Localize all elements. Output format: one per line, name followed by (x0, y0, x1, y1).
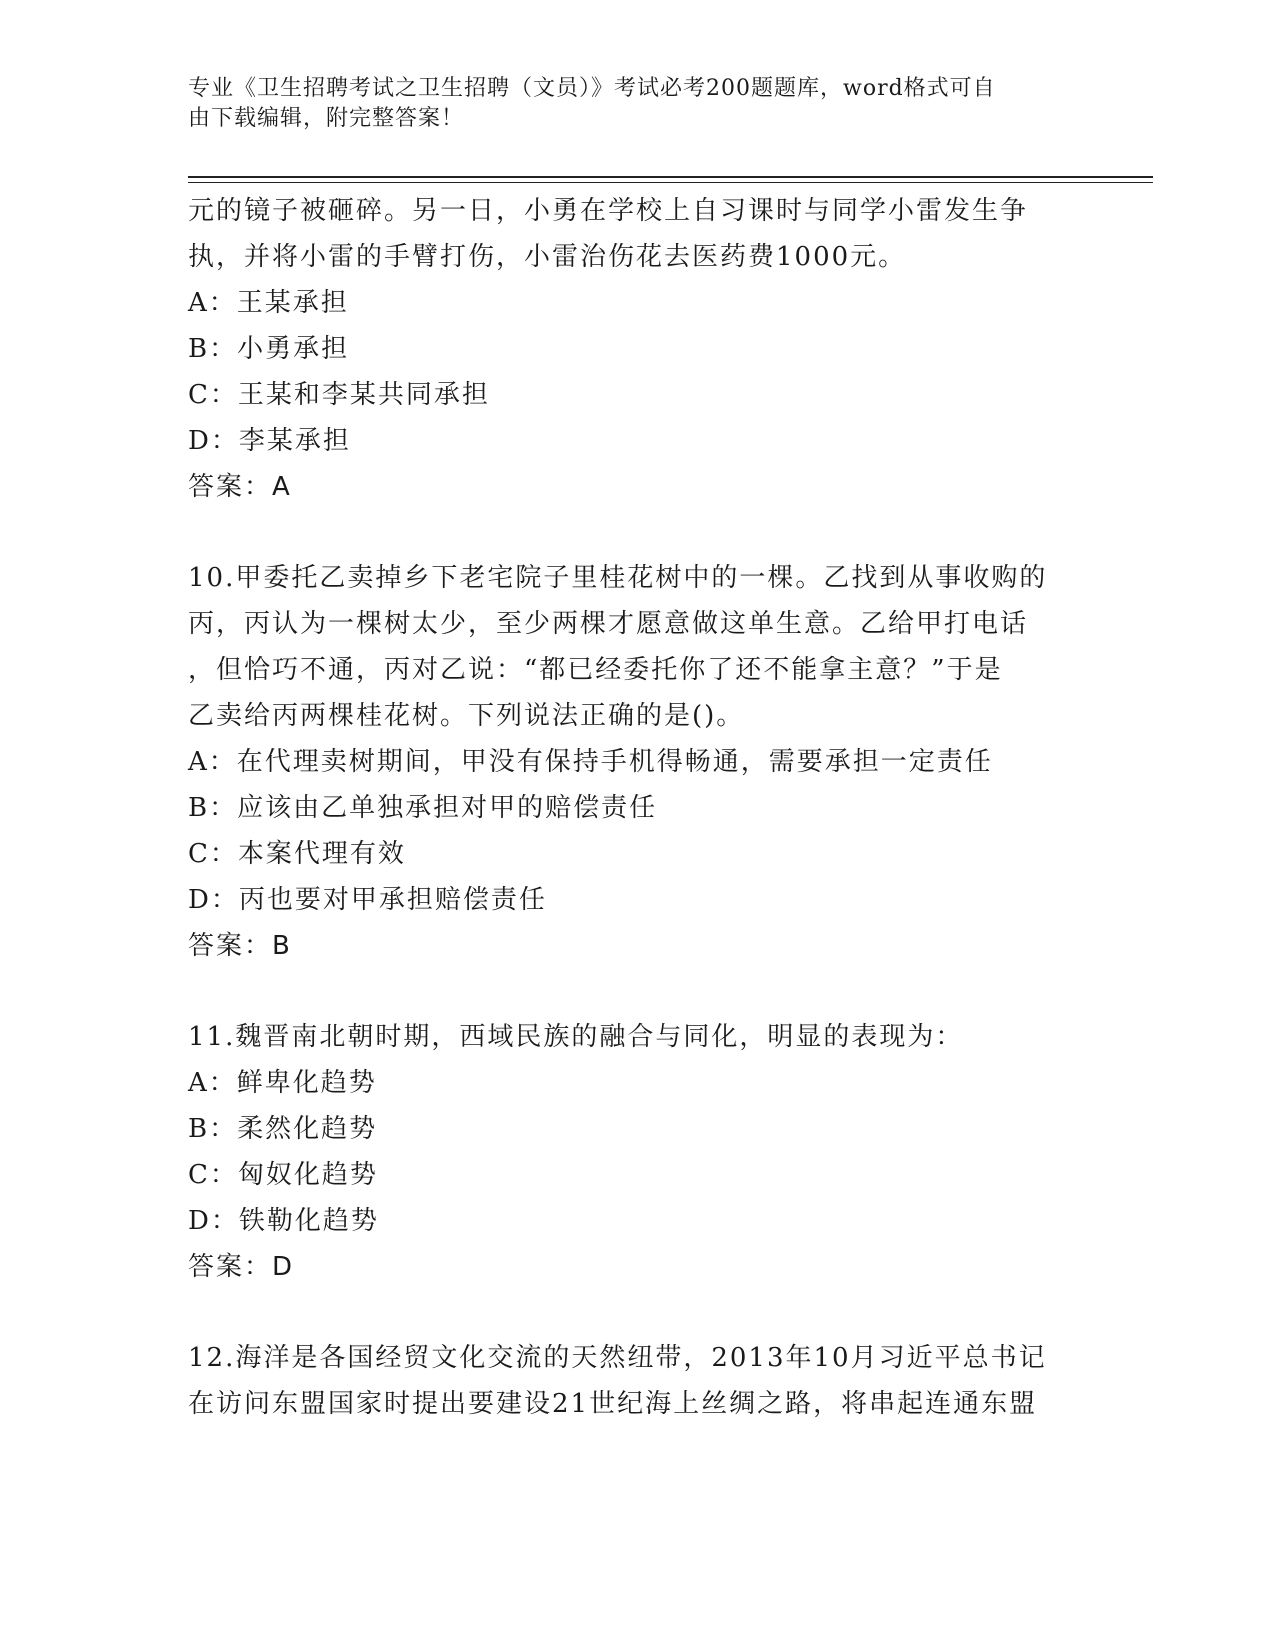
answer: 答案：A (188, 472, 292, 502)
question-stem-line: 11.魏晋南北朝时期，西域民族的融合与同化，明显的表现为： (188, 1022, 964, 1052)
header-divider-thin (188, 182, 1153, 183)
option-a: A：在代理卖树期间，甲没有保持手机得畅通，需要承担一定责任 (188, 747, 993, 777)
document-header (188, 74, 1068, 134)
question-stem-line: 元的镜子被砸碎。另一日，小勇在学校上自习课时与同学小雷发生争 (188, 196, 1029, 226)
option-a: A：鲜卑化趋势 (188, 1068, 377, 1098)
question-stem-line: 丙，丙认为一棵树太少，至少两棵才愿意做这单生意。乙给甲打电话 (188, 609, 1029, 639)
header-line-1: 专业《卫生招聘考试之卫生招聘（文员）》考试必考200题题库，word格式可自 (188, 76, 996, 101)
question-stem-line: 12.海洋是各国经贸文化交流的天然纽带，2013年10月习近平总书记 (188, 1343, 1047, 1373)
question-stem-line: 10.甲委托乙卖掉乡下老宅院子里桂花树中的一棵。乙找到从事收购的 (188, 563, 1048, 593)
question-spacer (188, 969, 1088, 1014)
question-9 (188, 188, 1088, 510)
answer: 答案：D (188, 1252, 295, 1282)
option-b: B：柔然化趋势 (188, 1114, 378, 1144)
option-c: C：本案代理有效 (188, 839, 406, 869)
question-spacer (188, 510, 1088, 555)
question-spacer (188, 1290, 1088, 1335)
option-c: C：匈奴化趋势 (188, 1160, 378, 1190)
header-line-2: 由下载编辑，附完整答案！ (188, 106, 465, 131)
option-c: C：王某和李某共同承担 (188, 380, 490, 410)
header-divider-thick (188, 176, 1153, 178)
question-10 (188, 555, 1088, 969)
question-stem-line: 在访问东盟国家时提出要建设21世纪海上丝绸之路，将串起连通东盟 (188, 1389, 1038, 1419)
option-b: B：应该由乙单独承担对甲的赔偿责任 (188, 793, 658, 823)
question-list (188, 188, 1088, 1427)
question-stem-line: 执，并将小雷的手臂打伤，小雷治伤花去医药费1000元。 (188, 242, 907, 272)
option-d: D：铁勒化趋势 (188, 1206, 379, 1236)
option-a: A：王某承担 (188, 288, 349, 318)
option-d: D：丙也要对甲承担赔偿责任 (188, 885, 547, 915)
question-11 (188, 1014, 1088, 1290)
answer: 答案：B (188, 931, 292, 961)
option-b: B：小勇承担 (188, 334, 350, 364)
question-stem-line: ，但恰巧不通，丙对乙说：“都已经委托你了还不能拿主意？”于是 (188, 655, 1003, 685)
option-d: D：李某承担 (188, 426, 351, 456)
question-stem-line: 乙卖给丙两棵桂花树。下列说法正确的是()。 (188, 701, 745, 731)
question-12 (188, 1335, 1088, 1427)
